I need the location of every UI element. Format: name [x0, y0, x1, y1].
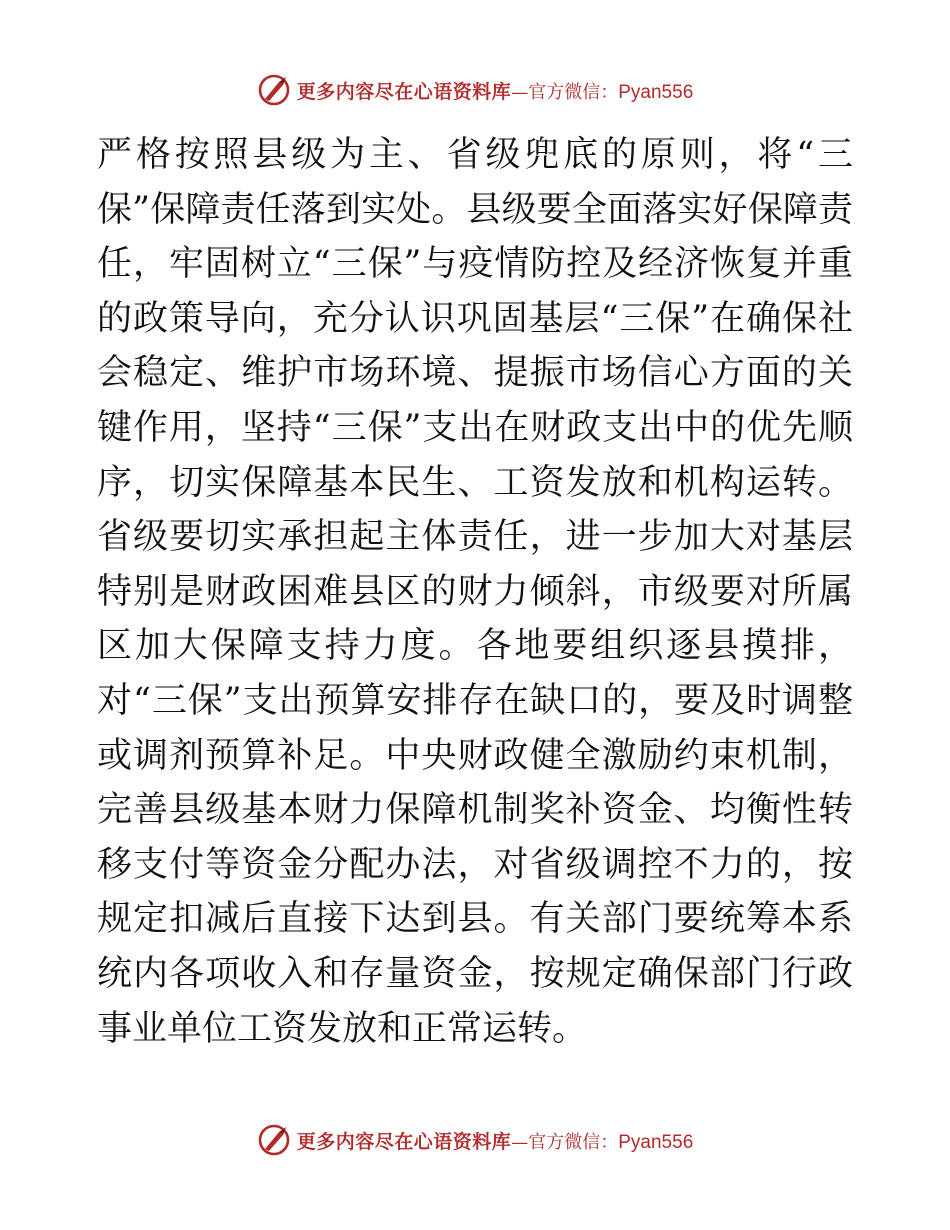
- footer-separator: —: [511, 1132, 529, 1153]
- footer-banner: [0, 1120, 950, 1160]
- document-paragraph: 严格按照县级为主、省级兜底的原则，将“三保”保障责任落到实处。县级要全面落实好保障责任，牢固树立“三保”与疫情防控及经济恢复并重的政策导向，充分认识巩固基层“三保”在确保社会稳定、维护市场环境、提振市场信心方面的关键作用，坚持“三保”支出在财政支出中的优先顺序，切实保障基本民生、工资发放和机构运转。省级要切实承担起主体责任，进一步加大对基层特别是财政困难县区的财力倾斜，市级要对所属区加大保障支持力度。各地要组织逐县摸排，对“三保”支出预算安排存在缺口的，要及时调整或调剂预算补足。中央财政健全激励约束机制，完善县级基本财力保障机制奖补资金、均衡性转移支付等资金分配办法，对省级调控不力的，按规定扣减后直接下达到县。有关部门要统筹本系统内各项收入和存量资金，按规定确保部门行政事业单位工资发放和正常运转。: [97, 135, 853, 1049]
- footer-brand: 更多内容尽在心语资料库: [296, 1130, 512, 1153]
- header-brand: 更多内容尽在心语资料库: [296, 80, 512, 103]
- quill-logo-icon: [257, 1123, 291, 1157]
- footer-wechat-id: Pyan556: [618, 1131, 694, 1153]
- footer-wechat-label: 官方微信：: [528, 1131, 619, 1153]
- header-wechat-id: Pyan556: [618, 81, 694, 103]
- header-wechat-label: 官方微信：: [528, 81, 619, 103]
- header-separator: —: [511, 82, 529, 103]
- quill-logo-icon: [257, 73, 291, 107]
- header-banner: [0, 70, 950, 110]
